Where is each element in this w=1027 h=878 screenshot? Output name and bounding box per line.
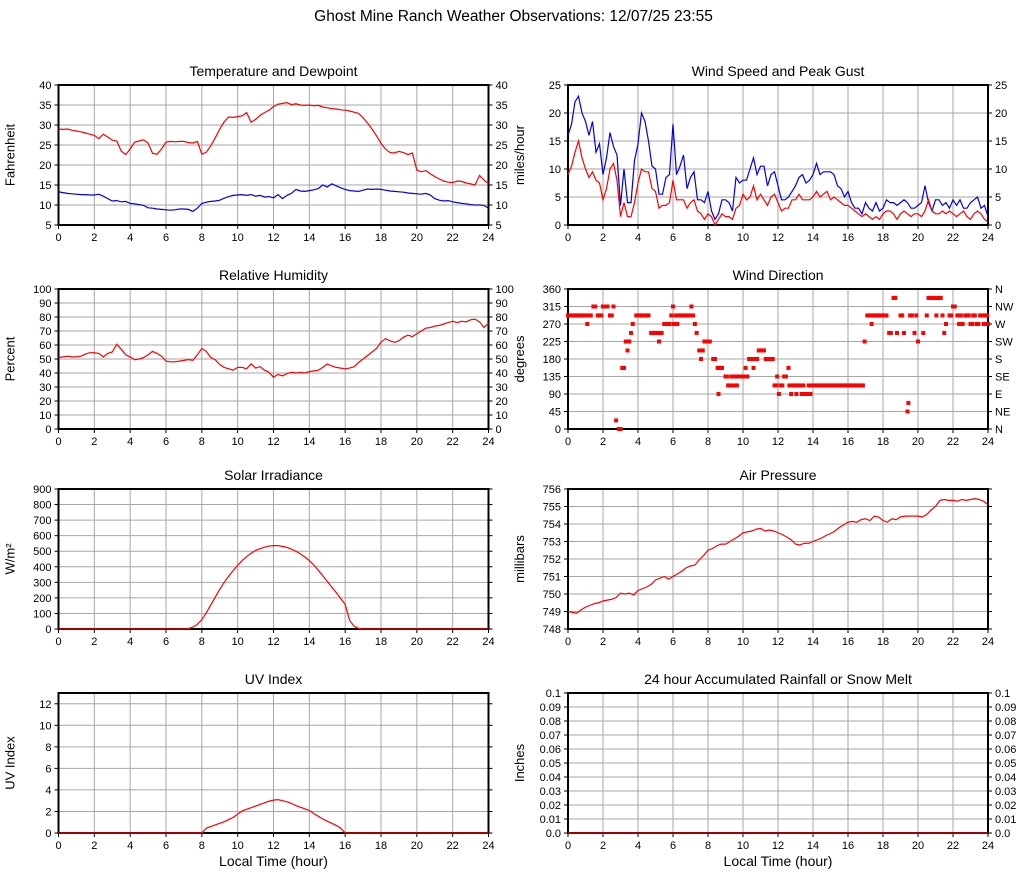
x-tick-label: 2 xyxy=(91,636,98,648)
x-tick-label: 10 xyxy=(736,840,750,852)
y-tick-label: 20 xyxy=(39,160,52,172)
x-tick-label: 12 xyxy=(267,436,280,448)
y-tick-label: 100 xyxy=(33,608,52,621)
y-tick-label: 0.04 xyxy=(539,772,561,784)
y-tick-label: 10 xyxy=(39,200,52,212)
x-tick-label: 16 xyxy=(841,636,855,648)
y-tick-label: 300 xyxy=(33,577,52,590)
x-tick-label: 20 xyxy=(911,436,925,448)
chart-rainfall xyxy=(512,671,1016,869)
chart-title: Air Pressure xyxy=(739,467,817,483)
y-tick-label-right: 15 xyxy=(495,180,508,192)
x-tick-label: 0 xyxy=(564,436,572,448)
x-tick-label: 22 xyxy=(946,232,960,244)
y-tick-label: 900 xyxy=(33,484,52,496)
y-tick-label-right: 25 xyxy=(995,80,1008,92)
chart-title: Wind Direction xyxy=(732,267,824,283)
x-tick-label: 12 xyxy=(267,636,280,648)
compass-label: N xyxy=(995,284,1003,296)
y-tick-label: 8 xyxy=(45,741,52,754)
y-tick-label-right: 80 xyxy=(495,312,508,324)
chart-wind-speed-gust xyxy=(512,63,1007,244)
x-tick-label: 14 xyxy=(303,232,316,244)
y-tick-label: 0.1 xyxy=(545,688,561,700)
y-tick-label: 15 xyxy=(39,180,52,192)
x-tick-label: 14 xyxy=(303,840,316,852)
x-tick-label: 2 xyxy=(599,232,607,244)
x-tick-label: 20 xyxy=(410,840,423,852)
x-tick-label: 20 xyxy=(911,840,925,852)
y-tick-label: 0 xyxy=(45,624,52,636)
x-tick-label: 14 xyxy=(806,436,820,448)
x-tick-label: 2 xyxy=(599,840,607,852)
x-tick-label: 20 xyxy=(911,636,925,648)
x-tick-label: 22 xyxy=(446,232,459,244)
x-tick-label: 8 xyxy=(198,436,205,448)
x-tick-label: 22 xyxy=(446,636,459,648)
y-tick-label: 315 xyxy=(542,301,561,314)
y-tick-label-right: 100 xyxy=(495,284,514,296)
y-tick-label: 50 xyxy=(39,354,52,366)
y-tick-label-right: 10 xyxy=(495,200,508,212)
x-tick-label: 24 xyxy=(482,840,495,852)
x-tick-label: 18 xyxy=(374,840,388,852)
y-tick-label-right: 0.03 xyxy=(995,786,1017,798)
x-tick-label: 6 xyxy=(162,436,170,448)
y-tick-label-right: 0.04 xyxy=(995,772,1017,784)
y-tick-label: 20 xyxy=(548,108,561,120)
y-tick-label: 200 xyxy=(33,592,52,605)
x-tick-label: 16 xyxy=(339,232,352,244)
y-tick-label: 25 xyxy=(548,80,561,92)
y-tick-label: 0.0 xyxy=(545,828,561,840)
x-tick-label: 20 xyxy=(410,232,423,244)
y-tick-label: 755 xyxy=(542,501,561,514)
y-tick-label-right: 0 xyxy=(495,424,502,436)
x-tick-label: 12 xyxy=(771,232,785,244)
y-tick-label-right: 20 xyxy=(995,108,1008,120)
x-tick-label: 4 xyxy=(634,636,642,648)
y-tick-label: 45 xyxy=(548,406,561,419)
x-axis-label: Local Time (hour) xyxy=(723,853,833,869)
x-tick-label: 12 xyxy=(267,232,280,244)
y-tick-label-right: 10 xyxy=(495,410,508,422)
x-axis-label: Local Time (hour) xyxy=(219,853,328,869)
x-tick-label: 4 xyxy=(127,232,134,244)
y-tick-label: 700 xyxy=(33,515,52,528)
x-tick-label: 4 xyxy=(634,840,642,852)
y-tick-label: 2 xyxy=(45,806,52,819)
x-tick-label: 4 xyxy=(127,636,134,648)
y-tick-label: 30 xyxy=(39,120,52,132)
x-tick-label: 24 xyxy=(981,232,995,244)
x-tick-label: 4 xyxy=(634,436,642,448)
y-tick-label: 750 xyxy=(542,589,561,601)
x-tick-label: 0 xyxy=(55,436,62,448)
y-tick-label-right: 15 xyxy=(995,136,1008,148)
page-title: Ghost Mine Ranch Weather Observations: 12/07/25 23:55 xyxy=(314,8,713,25)
y-tick-label-right: 0.05 xyxy=(995,758,1017,770)
x-tick-label: 10 xyxy=(736,232,750,244)
y-tick-label: 0.02 xyxy=(539,800,561,812)
chart-air-pressure xyxy=(512,467,994,648)
y-tick-label: 100 xyxy=(33,284,52,296)
chart-title: Relative Humidity xyxy=(219,267,328,283)
x-tick-label: 18 xyxy=(374,436,388,448)
x-tick-label: 6 xyxy=(669,232,677,244)
x-tick-label: 22 xyxy=(946,636,960,648)
y-tick-label: 35 xyxy=(39,100,52,112)
x-tick-label: 12 xyxy=(771,840,785,852)
y-tick-label-right: 0.06 xyxy=(995,744,1017,756)
chart-relative-humidity xyxy=(3,267,514,448)
x-tick-label: 4 xyxy=(127,436,134,448)
y-tick-label-right: 25 xyxy=(495,140,508,152)
y-tick-label: 40 xyxy=(39,368,52,380)
x-tick-label: 12 xyxy=(267,840,280,852)
y-tick-label: 40 xyxy=(39,80,52,92)
chart-title: Temperature and Dewpoint xyxy=(189,63,358,79)
x-tick-label: 14 xyxy=(806,636,820,648)
y-tick-label-right: 90 xyxy=(495,298,508,310)
y-tick-label-right: 5 xyxy=(495,220,502,232)
chart-title: UV Index xyxy=(244,671,303,687)
x-tick-label: 0 xyxy=(564,636,572,648)
y-tick-label-right: 50 xyxy=(495,354,508,366)
y-tick-label: 800 xyxy=(33,499,52,512)
x-tick-label: 18 xyxy=(876,840,890,852)
y-tick-label: 0.05 xyxy=(539,758,561,770)
y-tick-label: 0.09 xyxy=(539,702,561,714)
x-tick-label: 8 xyxy=(704,436,712,448)
y-tick-label: 25 xyxy=(39,140,52,152)
x-tick-label: 0 xyxy=(55,636,62,648)
x-tick-label: 2 xyxy=(91,840,98,852)
x-tick-label: 24 xyxy=(981,436,995,448)
x-tick-label: 10 xyxy=(231,636,244,648)
compass-label: NW xyxy=(995,301,1014,314)
x-tick-label: 10 xyxy=(231,232,244,244)
chart-uv-index xyxy=(3,671,495,869)
y-tick-label-right: 40 xyxy=(495,80,508,92)
y-tick-label: 225 xyxy=(542,336,561,349)
chart-temperature-dewpoint xyxy=(3,63,508,244)
y-tick-label: 10 xyxy=(39,720,52,733)
x-tick-label: 16 xyxy=(339,840,352,852)
compass-label: SW xyxy=(995,336,1013,349)
y-tick-label: 80 xyxy=(39,312,52,324)
y-tick-label: 10 xyxy=(39,410,52,422)
x-tick-label: 6 xyxy=(669,636,677,648)
x-tick-label: 16 xyxy=(841,840,855,852)
x-tick-label: 8 xyxy=(704,840,712,852)
y-axis-label: miles/hour xyxy=(512,125,527,185)
y-tick-label-right: 0 xyxy=(995,220,1002,232)
chart-solar-irradiance xyxy=(3,467,495,648)
y-tick-label: 0 xyxy=(554,220,561,232)
y-tick-label: 400 xyxy=(33,561,52,574)
y-tick-label-right: 40 xyxy=(495,368,508,380)
x-tick-label: 10 xyxy=(231,436,244,448)
x-tick-label: 0 xyxy=(564,840,572,852)
x-tick-label: 24 xyxy=(482,636,495,648)
x-tick-label: 8 xyxy=(198,636,205,648)
y-tick-label: 360 xyxy=(542,284,561,296)
y-tick-label-right: 0.08 xyxy=(995,716,1017,728)
y-tick-label: 60 xyxy=(39,340,52,352)
x-tick-label: 22 xyxy=(946,840,960,852)
y-tick-label: 4 xyxy=(45,784,52,797)
x-tick-label: 22 xyxy=(446,840,459,852)
y-axis-label: degrees xyxy=(512,335,527,383)
x-tick-label: 16 xyxy=(841,232,855,244)
y-axis-label: Percent xyxy=(2,336,18,382)
x-tick-label: 4 xyxy=(127,840,134,852)
y-tick-label: 0.06 xyxy=(539,744,561,756)
y-tick-label-right: 0.01 xyxy=(995,814,1017,826)
y-tick-label: 0.08 xyxy=(539,716,561,728)
y-tick-label-right: 30 xyxy=(495,382,508,394)
x-tick-label: 0 xyxy=(55,840,62,852)
y-tick-label-right: 35 xyxy=(495,100,508,112)
y-tick-label: 0.01 xyxy=(539,814,561,826)
y-tick-label: 752 xyxy=(542,554,561,566)
y-tick-label: 751 xyxy=(542,571,561,584)
y-tick-label: 135 xyxy=(542,371,561,384)
y-tick-label: 12 xyxy=(39,698,52,711)
x-tick-label: 18 xyxy=(876,232,890,244)
y-tick-label-right: 0.07 xyxy=(995,730,1017,742)
y-tick-label: 600 xyxy=(33,530,52,543)
x-tick-label: 18 xyxy=(876,636,890,648)
x-tick-label: 14 xyxy=(806,840,820,852)
x-tick-label: 6 xyxy=(162,232,170,244)
x-tick-label: 6 xyxy=(162,636,170,648)
x-tick-label: 2 xyxy=(599,436,607,448)
chart-title: 24 hour Accumulated Rainfall or Snow Melt xyxy=(644,671,912,687)
x-tick-label: 20 xyxy=(410,636,423,648)
x-tick-label: 12 xyxy=(771,636,785,648)
x-tick-label: 24 xyxy=(981,636,995,648)
x-tick-label: 14 xyxy=(806,232,820,244)
y-tick-label-right: 5 xyxy=(995,192,1002,204)
x-tick-label: 2 xyxy=(91,436,98,448)
y-tick-label: 0 xyxy=(45,828,52,840)
y-tick-label: 6 xyxy=(45,763,52,776)
x-tick-label: 14 xyxy=(303,636,316,648)
y-tick-label-right: 60 xyxy=(495,340,508,352)
x-tick-label: 4 xyxy=(634,232,642,244)
y-tick-label-right: 30 xyxy=(495,120,508,132)
compass-label: E xyxy=(995,389,1003,401)
y-tick-label: 0.03 xyxy=(539,786,561,798)
y-tick-label: 270 xyxy=(542,319,561,331)
x-tick-label: 18 xyxy=(876,436,890,448)
y-tick-label: 30 xyxy=(39,382,52,394)
y-tick-label: 90 xyxy=(548,389,561,401)
x-tick-label: 0 xyxy=(564,232,572,244)
y-tick-label-right: 20 xyxy=(495,396,508,408)
y-tick-label: 15 xyxy=(548,136,561,148)
x-tick-label: 10 xyxy=(736,636,750,648)
x-tick-label: 10 xyxy=(231,840,244,852)
compass-label: NE xyxy=(995,406,1011,419)
chart-title: Solar Irradiance xyxy=(224,467,323,483)
chart-wind-direction xyxy=(512,267,1014,448)
x-tick-label: 6 xyxy=(669,840,677,852)
x-tick-label: 16 xyxy=(841,436,855,448)
y-tick-label-right: 10 xyxy=(995,164,1008,176)
y-tick-label-right: 0.1 xyxy=(995,688,1011,700)
y-tick-label: 500 xyxy=(33,546,52,559)
y-axis-label: millibars xyxy=(512,535,527,583)
compass-label: S xyxy=(995,354,1003,366)
y-tick-label-right: 70 xyxy=(495,326,508,338)
x-tick-label: 6 xyxy=(162,840,170,852)
y-tick-label: 756 xyxy=(542,484,561,496)
x-tick-label: 2 xyxy=(599,636,607,648)
x-tick-label: 10 xyxy=(736,436,750,448)
y-tick-label: 748 xyxy=(542,624,561,636)
x-tick-label: 6 xyxy=(669,436,677,448)
x-tick-label: 8 xyxy=(198,232,205,244)
x-tick-label: 8 xyxy=(704,232,712,244)
y-tick-label: 70 xyxy=(39,326,52,338)
y-axis-label: UV Index xyxy=(2,736,18,790)
chart-title: Wind Speed and Peak Gust xyxy=(691,63,865,79)
x-tick-label: 8 xyxy=(704,636,712,648)
y-tick-label: 90 xyxy=(39,298,52,310)
x-tick-label: 0 xyxy=(55,232,62,244)
x-tick-label: 18 xyxy=(374,232,388,244)
compass-label: N xyxy=(995,424,1003,436)
y-tick-label: 754 xyxy=(542,519,561,531)
compass-label: SE xyxy=(995,371,1010,384)
y-axis-label: Fahrenheit xyxy=(2,123,18,187)
x-tick-label: 24 xyxy=(482,436,495,448)
y-tick-label-right: 0.09 xyxy=(995,702,1017,714)
y-tick-label-right: 0.02 xyxy=(995,800,1017,812)
y-axis-label: Inches xyxy=(512,743,527,783)
y-tick-label: 10 xyxy=(548,164,561,176)
compass-label: W xyxy=(995,319,1006,331)
y-axis-label: W/m² xyxy=(2,543,18,575)
y-tick-label-right: 0.0 xyxy=(995,828,1011,840)
x-tick-label: 22 xyxy=(946,436,960,448)
y-tick-label: 180 xyxy=(542,354,561,366)
x-tick-label: 20 xyxy=(410,436,423,448)
x-tick-label: 24 xyxy=(981,840,995,852)
x-tick-label: 18 xyxy=(374,636,388,648)
x-tick-label: 24 xyxy=(482,232,495,244)
y-tick-label: 20 xyxy=(39,396,52,408)
y-tick-label: 753 xyxy=(542,536,561,549)
y-tick-label: 749 xyxy=(542,606,561,619)
y-tick-label: 5 xyxy=(554,192,561,204)
x-tick-label: 16 xyxy=(339,436,352,448)
x-tick-label: 2 xyxy=(91,232,98,244)
x-tick-label: 8 xyxy=(198,840,205,852)
y-tick-label: 0.07 xyxy=(539,730,561,742)
x-tick-label: 22 xyxy=(446,436,459,448)
y-tick-label: 0 xyxy=(554,424,561,436)
x-tick-label: 16 xyxy=(339,636,352,648)
y-tick-label: 5 xyxy=(45,220,52,232)
y-tick-label-right: 20 xyxy=(495,160,508,172)
x-tick-label: 20 xyxy=(911,232,925,244)
x-tick-label: 12 xyxy=(771,436,785,448)
y-tick-label: 0 xyxy=(45,424,52,436)
x-tick-label: 14 xyxy=(303,436,316,448)
